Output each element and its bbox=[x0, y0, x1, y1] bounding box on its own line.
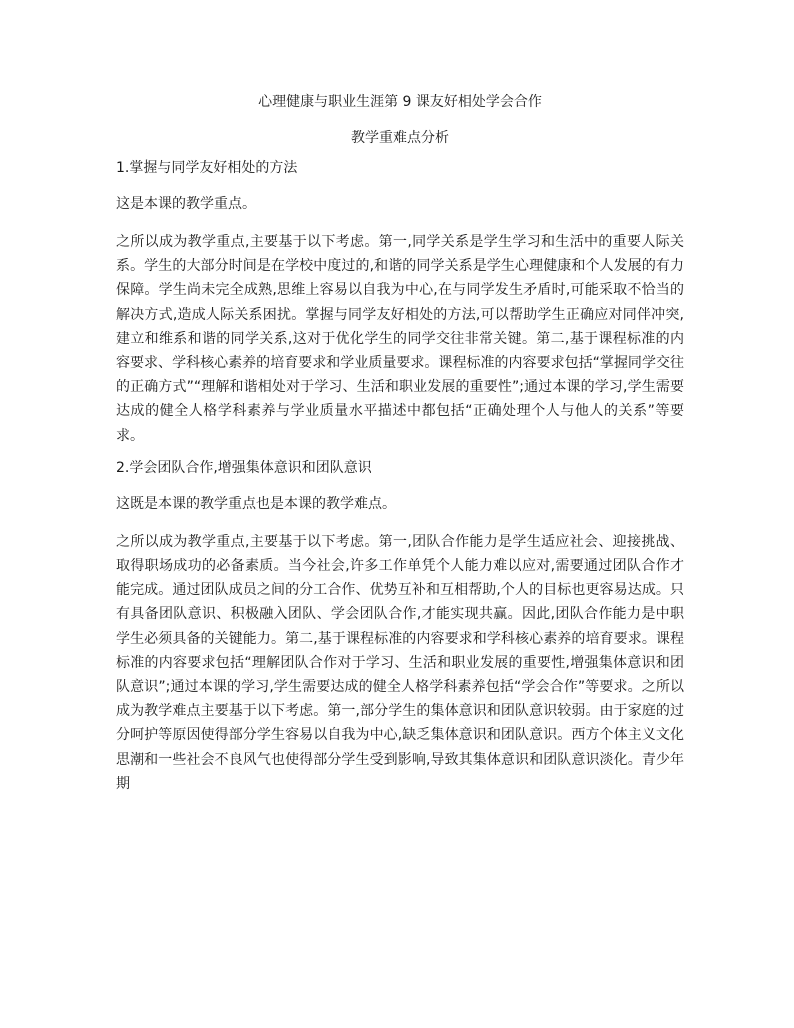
section-2 bbox=[116, 458, 684, 796]
document-title: 心理健康与职业生涯第 9 课友好相处学会合作 bbox=[258, 94, 542, 110]
section-lead: 这既是本课的教学重点也是本课的教学难点。 bbox=[116, 495, 396, 512]
document-page bbox=[116, 92, 684, 806]
section-heading: 2.学会团队合作,增强集体意识和团队意识 bbox=[116, 459, 372, 476]
document-subtitle: 教学重难点分析 bbox=[351, 130, 449, 146]
section-body: 之所以成为教学重点,主要基于以下考虑。第一,团队合作能力是学生适应社会、迎接挑战、取得职场成功的必备素质。当今社会,许多工作单凭个人能力难以应对,需要通过团队合作才能完成。通过团队成员之间的分工合作、优势互补和互相帮助,个人的目标也更容易达成。只有具备团队意识、积极融入团队、学会团队合作,才能实现共赢。因此,团队合作能力是中职学生必须具备的关键能力。第二,基于课程标准的内容要求和学科核心素养的培育要求。课程标准的内容要求包括“理解团队合作对于学习、生活和职业发展的重要性,增强集体意识和团队意识”;通过本课的学习,学生需要达成的健全人格学科素养包括“学会合作”等要求。之所以成为教学难点主要基于以下考虑。第一,部分学生的集体意识和团队意识较弱。由于家庭的过分呵护等原因使得部分学生容易以自我为中心,缺乏集体意识和团队意识。西方个体主义文化思潮和一些社会不良风气也使得部分学生受到影响,导致其集体意识和团队意识淡化。青少年期 bbox=[116, 533, 684, 792]
section-body: 之所以成为教学重点,主要基于以下考虑。第一,同学关系是学生学习和生活中的重要人际关系。学生的大部分时间是在学校中度过的,和谐的同学关系是学生心理健康和个人发展的有力保障。学生尚未完全成熟,思维上容易以自我为中心,在与同学发生矛盾时,可能采取不恰当的解决方式,造成人际关系困扰。掌握与同学友好相处的方法,可以帮助学生正确应对同伴冲突,建立和维系和谐的同学关系,这对于优化学生的同学交往非常关键。第二,基于课程标准的内容要求、学科核心素养的培育要求和学业质量要求。课程标准的内容要求包括“掌握同学交往的正确方式”“理解和谐相处对于学习、生活和职业发展的重要性”;通过本课的学习,学生需要达成的健全人格学科素养与学业质量水平描述中都包括“正确处理个人与他人的关系”等要求。 bbox=[116, 234, 684, 444]
section-1 bbox=[116, 158, 684, 448]
section-heading: 1.掌握与同学友好相处的方法 bbox=[116, 160, 298, 176]
section-lead: 这是本课的教学重点。 bbox=[116, 196, 256, 212]
